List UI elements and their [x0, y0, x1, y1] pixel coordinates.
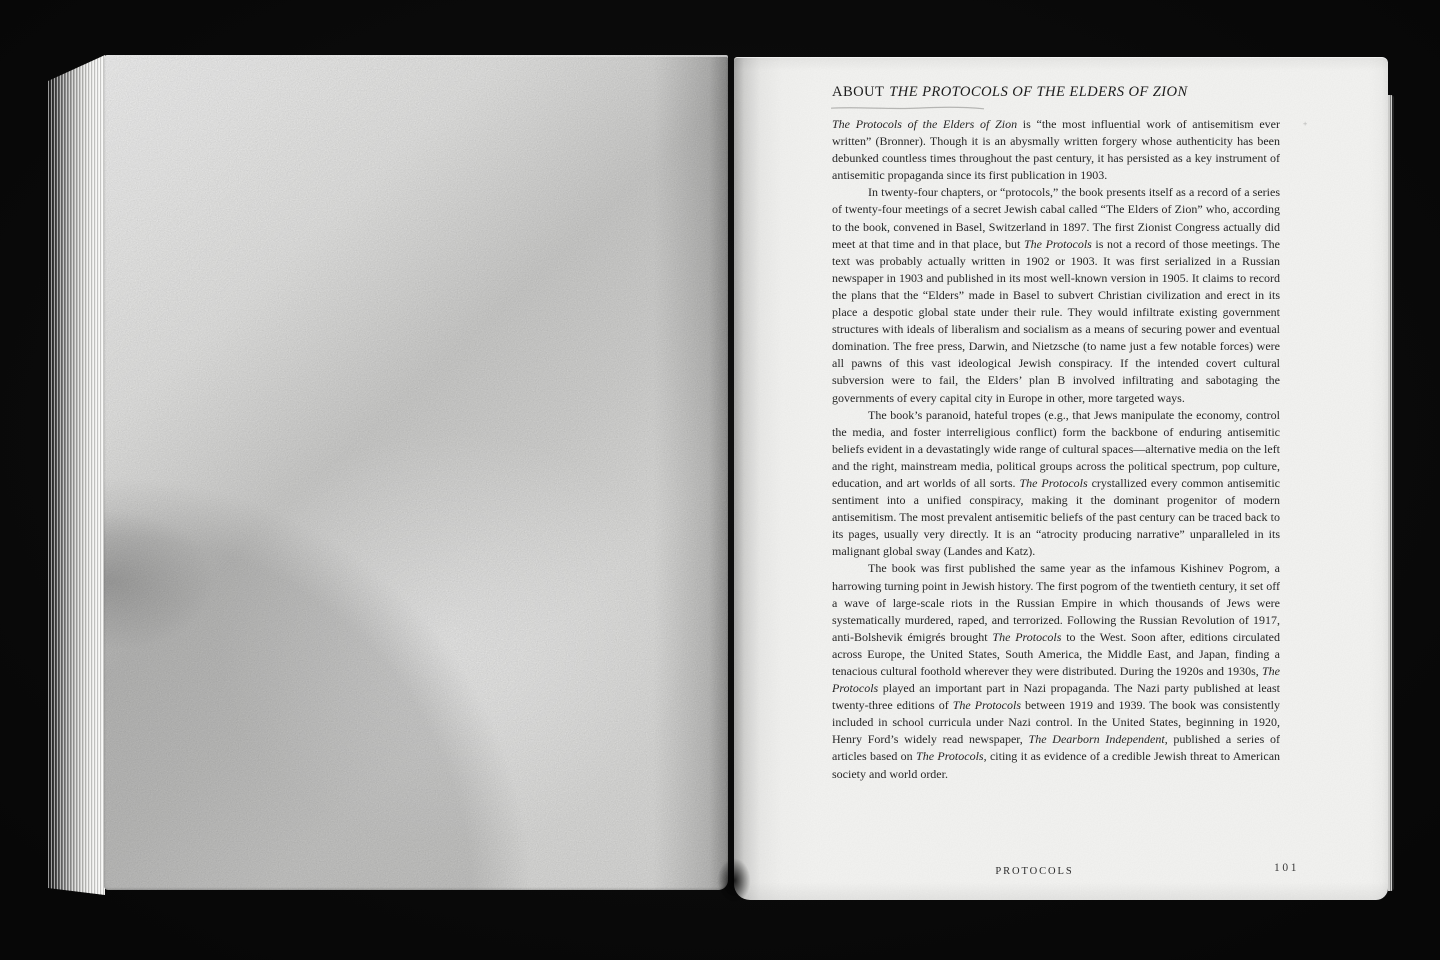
page-edge-stack-right [1388, 95, 1394, 891]
left-blank-page [104, 55, 728, 890]
chapter-heading-prefix: ABOUT [832, 84, 885, 100]
running-footer: PROTOCOLS [995, 866, 1074, 877]
paragraph: The book was first published the same year as the infamous Kishinev Pogrom, a harrowing turning point in Jewish history. The first pogrom of the twentieth century, it set off a wave of large-scale riots in the Russian Empire in which thousands of Jews were systematically murdered, raped, and terrorized. Following the Russian Revolution of 1917, anti-Bolshevik émigrés brought The Protocols to the West. Soon after, editions circulated across Europe, the United States, South America, the Middle East, and Japan, finding a tenacious cultural foothold wherever they were distributed. During the 1920s and 1930s, The Protocols played an important part in Nazi propaganda. The Nazi party published at least twenty-three editions of The Protocols between 1919 and 1939. The book was consistently included in school curricula under Nazi control. In the United States, beginning in 1920, Henry Ford’s widely read newspaper, The Dearborn Independent, published a series of articles based on The Protocols, citing it as evidence of a credible Jewish threat to American society and world order. [832, 561, 1281, 781]
paragraph: In twenty-four chapters, or “protocols,” the book presents itself as a record of a series of twenty-four meetings of a secret Jewish cabal called “The Elders of Zion” who, according to the book, convened in Basel, Switzerland in 1897. The first Zionist Congress actually did meet at that time and in that place, but The Protocols is not a record of those meetings. The text was probably actually written in 1902 or 1903. It was first serialized in a Russian newspaper in 1903 and published in its most well-known version in 1905. It claims to record the plans that the “Elders” made in Basel to subvert Christian civilization and erect in its place a despotic global state under their rule. They would infiltrate existing government structures with ideals of liberalism and socialism as a means of securing power and eventual domination. The free press, Darwin, and Nietzsche (to name just a few notable forces) were all pawns of this vast ideological Jewish conspiracy. If the intended covert cultural subversion were to fail, the Elders’ plan B involved infiltrating and sabotaging the governments of every capital city in Europe in other, more targeted ways. [832, 185, 1281, 405]
right-page [734, 57, 1388, 900]
page-edge-stack-left [48, 55, 105, 897]
gutter-shadow [712, 852, 756, 904]
paragraph: The book’s paranoid, hateful tropes (e.g., that Jews manipulate the economy, control the media, and foster interreligious conflict) form the backbone of enduring antisemitic beliefs evident in a devastatingly wide range of cultural spaces—alternative media on the left and the right, mainstream media, political groups across the political spectrum, pop culture, education, and art worlds of all sorts. The Protocols crystallized every common antisemitic sentiment into a unified conspiracy, making it the dominant progenitor of modern antisemitism. The most prevalent antisemitic beliefs of the past century can be traced back to its pages, usually very directly. It is an “atrocity producing narrative” unparalleled in its malignant global sway (Landes and Katz). [832, 407, 1280, 559]
paragraph: The Protocols of the Elders of Zion is “the most influential work of antisemitism ever written” (Bronner). Though it is an abysmally written forgery whose authenticity has been debunked countless times throughout the past century, it has persisted as a key instrument of antisemitic propaganda since its first publication in 1903. [832, 117, 1280, 183]
page-number: 101 [1274, 862, 1300, 874]
heading-underline [830, 105, 986, 111]
chapter-heading-title: THE PROTOCOLS OF THE ELDERS OF ZION [889, 84, 1188, 100]
chapter-heading [832, 84, 1292, 101]
dust-speck: + [1303, 120, 1308, 128]
paper-texture [104, 55, 728, 890]
body-text [832, 116, 1280, 783]
